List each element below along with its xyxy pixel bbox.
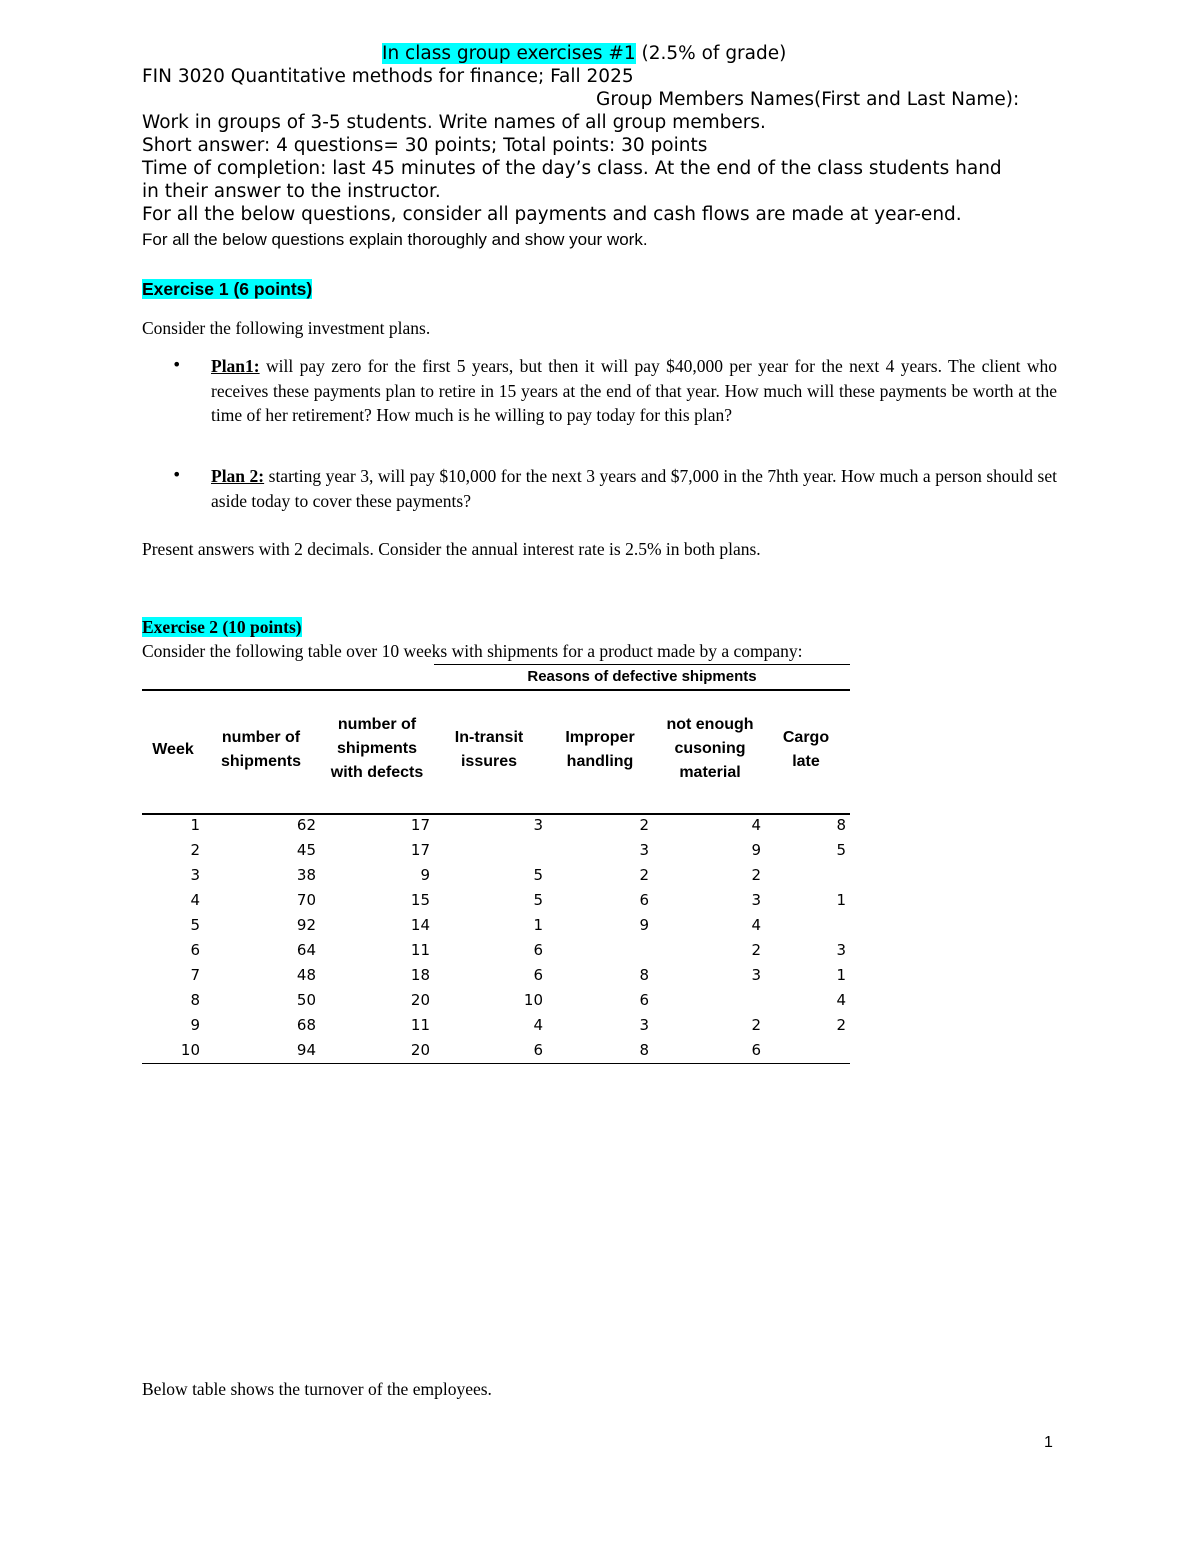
table-cell: 6 [639, 991, 649, 1009]
table-cell: 1 [836, 891, 846, 909]
table-cell: 9 [751, 841, 761, 859]
table-cell: 7 [190, 966, 200, 984]
table-cell: 4 [836, 991, 846, 1009]
table-cell: 10 [523, 991, 543, 1009]
table-cell: 4 [751, 816, 761, 834]
table-cell: 2 [836, 1016, 846, 1034]
table-cell: 2 [751, 866, 761, 884]
title-highlight: In class group exercises #1 [382, 43, 636, 64]
table-cell: 5 [836, 841, 846, 859]
turnover-intro: Below table shows the turnover of the employees. [142, 1379, 492, 1399]
table-cell: 3 [639, 1016, 649, 1034]
table-cell: 5 [533, 866, 543, 884]
instruction-line: Time of completion: last 45 minutes of the day’s class. At the end of the class students hand [142, 158, 1002, 179]
table-cell: 3 [190, 866, 200, 884]
explain-note: For all the below questions explain thoroughly and show your work. [142, 230, 648, 249]
table-cell: 1 [836, 966, 846, 984]
table-cell: 3 [639, 841, 649, 859]
table-cell: 6 [190, 941, 200, 959]
column-header-shipments: number of shipments [220, 729, 301, 770]
document-title [382, 42, 786, 65]
table-cell: 9 [639, 916, 649, 934]
table-cell: 3 [751, 891, 761, 909]
table-cell: 1 [190, 816, 200, 834]
table-cell: 94 [296, 1041, 316, 1059]
table-cell: 6 [533, 941, 543, 959]
table-cell: 17 [410, 816, 430, 834]
table-cell: 20 [410, 1041, 430, 1059]
exercise1-note: Present answers with 2 decimals. Consider the annual interest rate is 2.5% in both plans. [142, 539, 761, 559]
plan1-text: will pay zero for the first 5 years, but then it will pay $40,000 per year for the next 4 years. The client who receives these payments plan to retire in 15 years at the end of that year. How much will these payments be worth at the time of her retirement? How much is he willing to pay today for this plan? [211, 356, 1057, 425]
table-cell: 64 [296, 941, 316, 959]
course-line: FIN 3020 Quantitative methods for finance; Fall 2025 [142, 66, 634, 87]
table-cell: 6 [639, 891, 649, 909]
table-cell: 48 [296, 966, 316, 984]
table-cell: 8 [190, 991, 200, 1009]
table-cell: 4 [190, 891, 200, 909]
table-cell: 5 [533, 891, 543, 909]
table-cell: 3 [836, 941, 846, 959]
instruction-line: Work in groups of 3-5 students. Write names of all group members. [142, 112, 766, 133]
table-cell: 50 [296, 991, 316, 1009]
column-header-improper-handling: Improper handling [565, 729, 635, 770]
plan1-paragraph [211, 354, 1057, 428]
table-cell: 6 [751, 1041, 761, 1059]
table-cell: 4 [751, 916, 761, 934]
table-cell: 6 [533, 1041, 543, 1059]
column-header-in-transit: In-transit issures [454, 729, 524, 770]
group-members-label: Group Members Names(First and Last Name): [596, 89, 1020, 110]
table-cell: 8 [836, 816, 846, 834]
table-cell: 18 [410, 966, 430, 984]
table-cell: 45 [296, 841, 316, 859]
instruction-line: in their answer to the instructor. [142, 181, 441, 202]
table-bottom-rule [142, 1063, 850, 1064]
exercise1-title: Exercise 1 (6 points) [142, 279, 313, 299]
exercise2-intro: Consider the following table over 10 weeks with shipments for a product made by a company: [142, 641, 803, 661]
table-cell: 5 [190, 916, 200, 934]
instruction-line: Short answer: 4 questions= 30 points; Total points: 30 points [142, 135, 708, 156]
exercise2-title: Exercise 2 (10 points) [142, 617, 302, 637]
page-number: 1 [1044, 1434, 1053, 1451]
table-cell: 2 [190, 841, 200, 859]
table-cell: 1 [533, 916, 543, 934]
table-cell: 11 [410, 1016, 430, 1034]
reasons-header: Reasons of defective shipments [434, 664, 850, 689]
instruction-line: For all the below questions, consider all payments and cash flows are made at year-end. [142, 204, 962, 225]
table-cell: 3 [533, 816, 543, 834]
column-header-defects: number of shipments with defects [330, 716, 424, 781]
table-cell: 68 [296, 1016, 316, 1034]
column-header-week: Week [152, 741, 194, 758]
table-cell: 9 [190, 1016, 200, 1034]
table-cell: 2 [751, 1016, 761, 1034]
table-cell: 4 [533, 1016, 543, 1034]
column-header-cargo-late: Cargo late [782, 729, 830, 770]
table-cell: 17 [410, 841, 430, 859]
table-cell: 3 [751, 966, 761, 984]
plan2-label: Plan 2: [211, 466, 265, 486]
table-top-rule [142, 689, 850, 691]
plan2-text: starting year 3, will pay $10,000 for the next 3 years and $7,000 in the 7hth year. How much a person should set aside today to cover these payments? [211, 466, 1057, 511]
table-cell: 62 [296, 816, 316, 834]
plan1-label: Plan1: [211, 356, 260, 376]
table-cell: 92 [296, 916, 316, 934]
table-cell: 2 [639, 816, 649, 834]
table-cell: 15 [410, 891, 430, 909]
exercise1-intro: Consider the following investment plans. [142, 318, 431, 338]
table-cell: 11 [410, 941, 430, 959]
table-cell: 8 [639, 966, 649, 984]
table-cell: 8 [639, 1041, 649, 1059]
column-header-cushioning: not enough cusoning material [666, 716, 754, 781]
table-cell: 9 [420, 866, 430, 884]
table-cell: 14 [410, 916, 430, 934]
plan2-paragraph [211, 464, 1057, 513]
table-cell: 70 [296, 891, 316, 909]
table-cell: 6 [533, 966, 543, 984]
title-grade-weight: (2.5% of grade) [635, 43, 787, 64]
table-cell: 2 [639, 866, 649, 884]
table-cell: 38 [296, 866, 316, 884]
bullet-icon: • [172, 355, 182, 374]
table-cell: 20 [410, 991, 430, 1009]
table-cell: 10 [180, 1041, 200, 1059]
table-cell: 2 [751, 941, 761, 959]
bullet-icon: • [172, 465, 182, 484]
